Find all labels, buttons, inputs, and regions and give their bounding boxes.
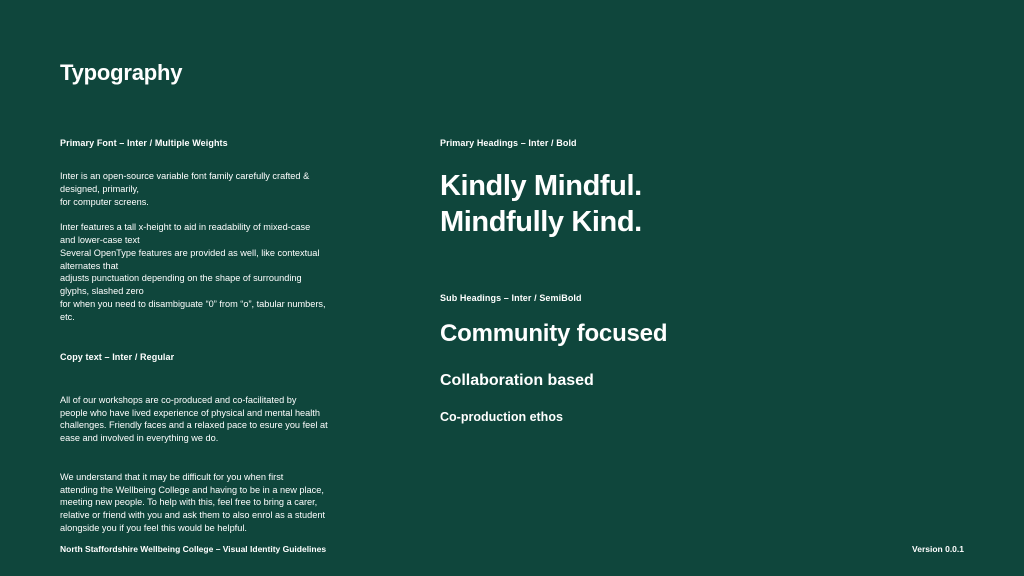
primary-font-description: Inter is an open-source variable font family carefully crafted & designed, primarily, for computer screens. Inter features a tall x-height to aid in readability of mixed-case and lower-case text Several OpenType features are provided as well, like contextual alternates that adjusts punctuation depending on the shape of surrounding glyphs, slashed zero for when you need to disambiguate “0” from “o”, tabular numbers, etc.: [60, 171, 326, 322]
sub-heading-sample-large: Community focused: [440, 320, 668, 347]
footer-document-title: North Staffordshire Wellbeing College – Visual Identity Guidelines: [60, 544, 327, 554]
copy-paragraph: All of our workshops are co-produced and co-facilitated by people who have lived experience of physical and mental health challenges. Friendly faces and a relaxed pace to esure you feel at ease and involved in everything we do.: [60, 394, 328, 444]
page-title: Typography: [60, 60, 183, 85]
copy-paragraph: We understand that it may be difficult for you when first attending the Wellbeing College and having to be in a new place, meeting new people. To help with this, feel free to bring a carer, relative or friend with you and ask them to also enrol as a student alongside you if you feel this would be helpful.: [60, 471, 326, 533]
copy-text-label: Copy text – Inter / Regular: [60, 352, 175, 362]
footer-version: Version 0.0.1: [912, 544, 964, 554]
primary-heading-sample: Kindly Mindful. Mindfully Kind.: [440, 170, 642, 238]
sub-headings-label: Sub Headings – Inter / SemiBold: [440, 293, 582, 303]
sub-heading-sample-small: Co-production ethos: [440, 410, 563, 424]
primary-headings-label: Primary Headings – Inter / Bold: [440, 138, 577, 148]
primary-font-label: Primary Font – Inter / Multiple Weights: [60, 138, 228, 148]
copy-text-sample: [60, 381, 370, 548]
sub-heading-sample-medium: Collaboration based: [440, 372, 594, 389]
